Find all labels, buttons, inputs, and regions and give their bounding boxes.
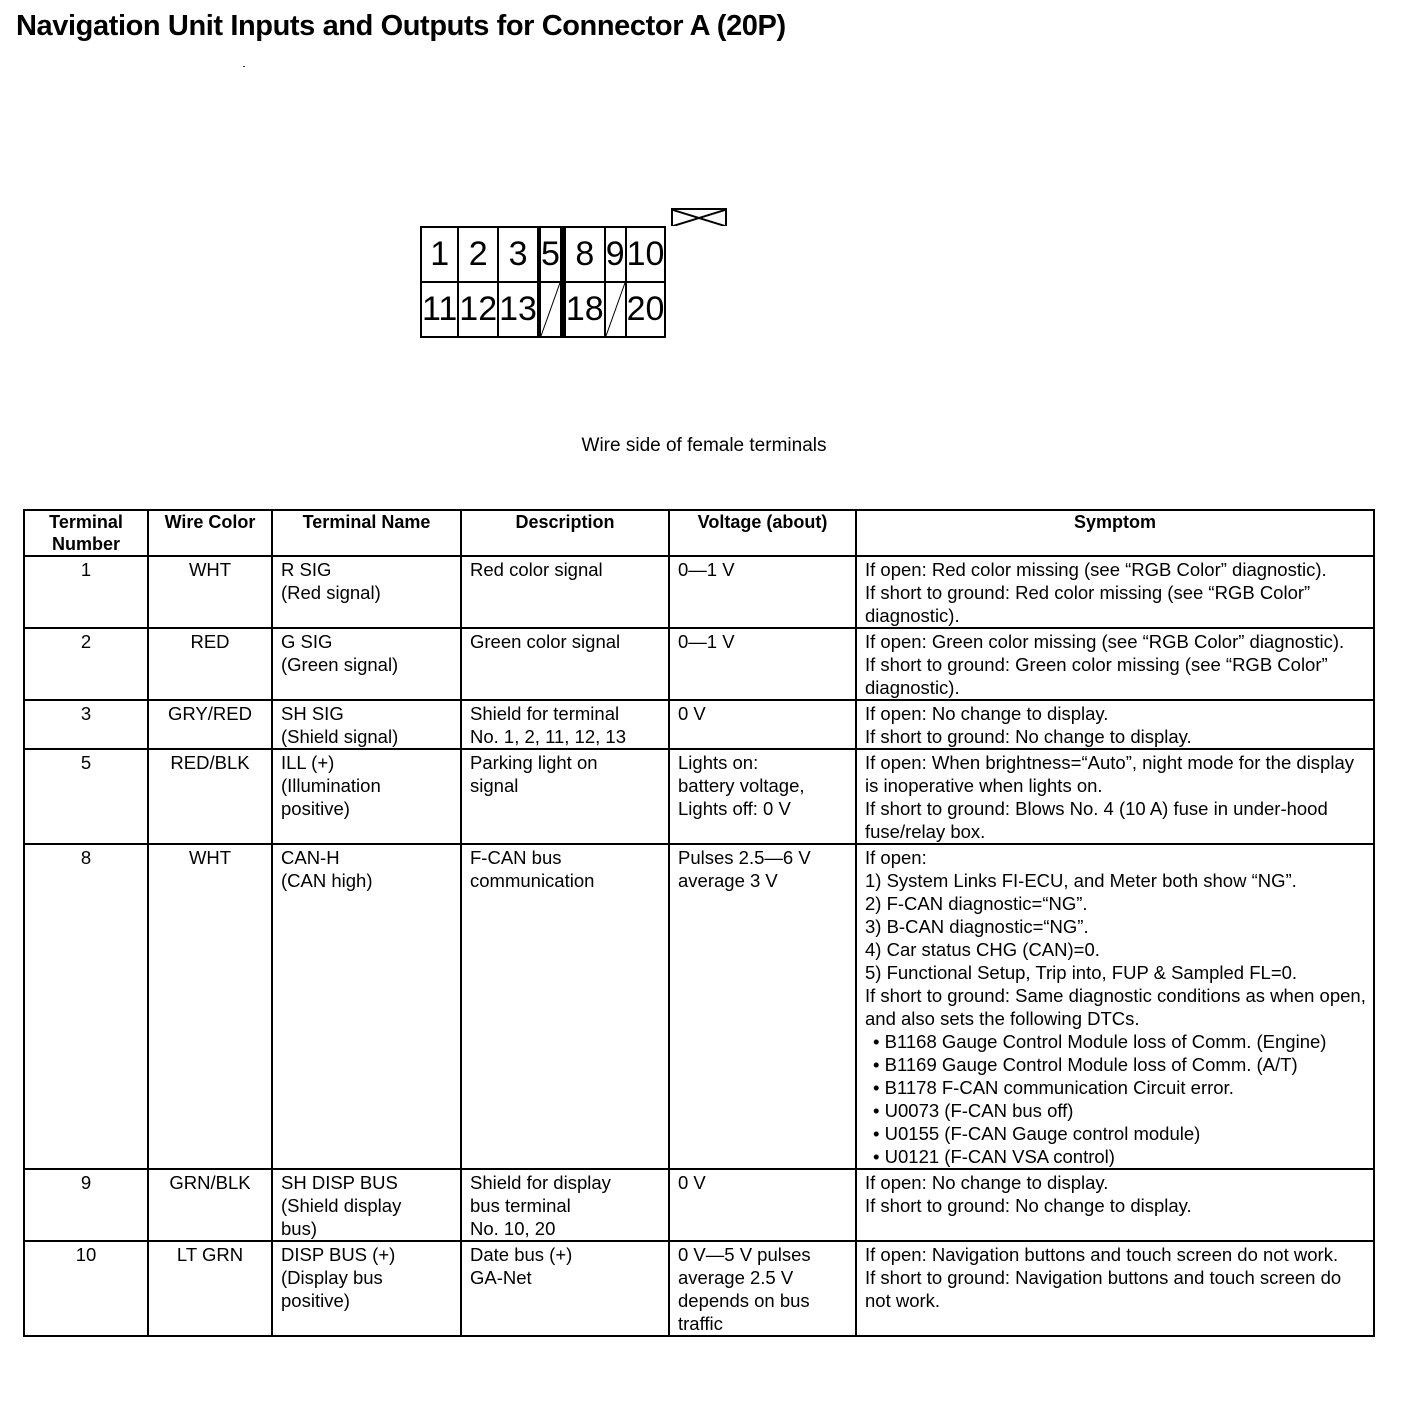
terminal-name-line: DISP BUS (+) [281, 1244, 396, 1265]
voltage-line: Lights on: [678, 752, 759, 773]
symptom-line: 1) System Links FI-ECU, and Meter both show “NG”. [865, 870, 1297, 891]
symptom-line: If open: No change to display. [865, 1172, 1109, 1193]
bullet-icon: • [873, 1077, 885, 1098]
wire-color-cell: RED/BLK [148, 749, 272, 844]
voltage-line: average 3 V [678, 870, 778, 891]
terminal-name-line: bus) [281, 1218, 317, 1239]
bullet-icon: • [873, 1100, 885, 1121]
description-cell [461, 844, 669, 1169]
header-wire-color: Wire Color [148, 510, 272, 556]
terminal-name-line: ILL (+) [281, 752, 335, 773]
description-line: GA-Net [470, 1267, 532, 1288]
terminal-name-line: positive) [281, 798, 350, 819]
description-cell [461, 1169, 669, 1241]
table-body [24, 556, 1374, 1336]
terminal-name-line: (Shield signal) [281, 726, 399, 747]
voltage-cell [669, 844, 856, 1169]
bullet-icon: • [873, 1146, 885, 1167]
bullet-icon: • [873, 1123, 885, 1144]
symptom-cell [856, 700, 1374, 749]
voltage-line: 0—1 V [678, 559, 735, 580]
wire-color-cell: WHT [148, 556, 272, 628]
terminal-name-line: (Display bus [281, 1267, 383, 1288]
terminal-name-cell [272, 844, 461, 1169]
wire-color-cell: GRY/RED [148, 700, 272, 749]
terminal-number-cell: 3 [24, 700, 148, 749]
table-row [24, 700, 1374, 749]
symptom-line: If open: Navigation buttons and touch screen do not work. [865, 1244, 1339, 1265]
dtc-bullet-item [865, 1053, 1369, 1076]
terminal-name-cell [272, 628, 461, 700]
pin-12: 12 [458, 282, 498, 337]
terminal-name-cell [272, 1241, 461, 1336]
table-row [24, 749, 1374, 844]
description-cell [461, 749, 669, 844]
symptom-line: If short to ground: No change to display. [865, 726, 1192, 747]
symptom-line: If short to ground: No change to display. [865, 1195, 1192, 1216]
terminal-number-cell: 5 [24, 749, 148, 844]
terminal-name-line: (CAN high) [281, 870, 373, 891]
voltage-cell [669, 700, 856, 749]
terminal-name-line: (Illumination [281, 775, 381, 796]
description-line: Shield for display [470, 1172, 611, 1193]
symptom-line: If short to ground: Navigation buttons and touch screen do not work. [865, 1267, 1342, 1311]
symptom-cell [856, 749, 1374, 844]
table-row [24, 1241, 1374, 1336]
pin-1: 1 [421, 227, 458, 282]
table-row [24, 844, 1374, 1169]
pin-row-top [421, 227, 665, 282]
terminal-name-line: (Red signal) [281, 582, 381, 603]
symptom-cell [856, 844, 1374, 1169]
description-line: Parking light on [470, 752, 598, 773]
symptom-cell [856, 1241, 1374, 1336]
connector-pin-grid [420, 226, 666, 338]
symptom-line: 5) Functional Setup, Trip into, FUP & Sampled FL=0. [865, 962, 1298, 983]
header-terminal-name: Terminal Name [272, 510, 461, 556]
description-line: Green color signal [470, 631, 621, 652]
voltage-line: battery voltage, [678, 775, 805, 796]
description-line: No. 10, 20 [470, 1218, 556, 1239]
terminal-name-line: G SIG [281, 631, 333, 652]
pin-11: 11 [421, 282, 458, 337]
pin-row-bottom [421, 282, 665, 337]
description-line: No. 1, 2, 11, 12, 13 [470, 726, 626, 747]
table-row [24, 1169, 1374, 1241]
symptom-line: If short to ground: Red color missing (see “RGB Color” diagnostic). [865, 582, 1311, 626]
wire-color-cell: LT GRN [148, 1241, 272, 1336]
symptom-cell [856, 556, 1374, 628]
voltage-cell [669, 628, 856, 700]
description-line: Date bus (+) [470, 1244, 573, 1265]
symptom-line: 2) F-CAN diagnostic=“NG”. [865, 893, 1088, 914]
dtc-text: U0155 (F-CAN Gauge control module) [884, 1123, 1201, 1144]
pin-18: 18 [565, 282, 605, 337]
description-line: bus terminal [470, 1195, 571, 1216]
terminal-number-cell: 1 [24, 556, 148, 628]
terminal-name-cell [272, 556, 461, 628]
dtc-bullet-item [865, 1099, 1369, 1122]
wire-color-cell: GRN/BLK [148, 1169, 272, 1241]
description-line: communication [470, 870, 595, 891]
empty-pin-cavity [540, 282, 561, 337]
dtc-text: U0073 (F-CAN bus off) [884, 1100, 1074, 1121]
voltage-line: 0—1 V [678, 631, 735, 652]
pin-10: 10 [626, 227, 666, 282]
header-voltage: Voltage (about) [669, 510, 856, 556]
symptom-line: If open: Green color missing (see “RGB Color” diagnostic). [865, 631, 1345, 652]
dtc-bullet-item [865, 1145, 1369, 1168]
bullet-icon: • [873, 1054, 885, 1075]
dtc-text: B1178 F-CAN communication Circuit error. [884, 1077, 1234, 1098]
wire-color-cell: WHT [148, 844, 272, 1169]
voltage-line: traffic [678, 1313, 723, 1334]
voltage-line: average 2.5 V [678, 1267, 794, 1288]
header-symptom: Symptom [856, 510, 1374, 556]
symptom-line: If open: When brightness=“Auto”, night mode for the display is inoperative when lights on. [865, 752, 1354, 796]
pin-9: 9 [605, 227, 626, 282]
dtc-bullet-item [865, 1122, 1369, 1145]
symptom-cell [856, 1169, 1374, 1241]
table-row [24, 556, 1374, 628]
page-title: Navigation Unit Inputs and Outputs for Connector A (20P) [16, 10, 786, 42]
table-header-row [24, 510, 1374, 556]
voltage-line: Pulses 2.5—6 V [678, 847, 811, 868]
terminal-name-cell [272, 700, 461, 749]
table-row [24, 628, 1374, 700]
dtc-text: B1168 Gauge Control Module loss of Comm. (Engine) [884, 1031, 1327, 1052]
connector-caption: Wire side of female terminals [581, 435, 827, 456]
dtc-bullet-item [865, 1030, 1369, 1053]
terminal-name-cell [272, 1169, 461, 1241]
description-cell [461, 556, 669, 628]
connector-latch [671, 208, 727, 226]
terminal-name-line: R SIG [281, 559, 332, 580]
pin-13: 13 [498, 282, 538, 337]
voltage-line: 0 V [678, 703, 706, 724]
description-cell [461, 1241, 669, 1336]
pin-3: 3 [498, 227, 538, 282]
terminal-number-cell: 10 [24, 1241, 148, 1336]
symptom-cell [856, 628, 1374, 700]
terminal-number-cell: 8 [24, 844, 148, 1169]
scan-mark [243, 66, 245, 67]
symptom-line: 3) B-CAN diagnostic=“NG”. [865, 916, 1089, 937]
description-line: signal [470, 775, 519, 796]
symptom-line: 4) Car status CHG (CAN)=0. [865, 939, 1100, 960]
dtc-bullet-item [865, 1076, 1369, 1099]
description-cell [461, 700, 669, 749]
symptom-line: If short to ground: Same diagnostic conditions as when open, and also sets the following DTCs. [865, 985, 1366, 1029]
terminal-name-line: CAN-H [281, 847, 340, 868]
terminal-name-cell [272, 749, 461, 844]
dtc-text: U0121 (F-CAN VSA control) [884, 1146, 1115, 1167]
pin-5: 5 [540, 227, 561, 282]
dtc-text: B1169 Gauge Control Module loss of Comm. (A/T) [884, 1054, 1298, 1075]
description-line: Red color signal [470, 559, 603, 580]
terminal-number-cell: 2 [24, 628, 148, 700]
symptom-line: If short to ground: Blows No. 4 (10 A) fuse in under-hood fuse/relay box. [865, 798, 1328, 842]
header-terminal-number: Terminal Number [24, 510, 148, 556]
terminal-name-line: (Shield display [281, 1195, 402, 1216]
bullet-icon: • [873, 1031, 885, 1052]
description-cell [461, 628, 669, 700]
voltage-cell [669, 1241, 856, 1336]
symptom-line: If open: [865, 847, 927, 868]
terminal-name-line: positive) [281, 1290, 350, 1311]
voltage-cell [669, 556, 856, 628]
pin-8: 8 [565, 227, 605, 282]
terminal-name-line: (Green signal) [281, 654, 399, 675]
symptom-line: If open: Red color missing (see “RGB Color” diagnostic). [865, 559, 1327, 580]
wire-color-cell: RED [148, 628, 272, 700]
voltage-cell [669, 749, 856, 844]
terminal-name-line: SH DISP BUS [281, 1172, 398, 1193]
symptom-line: If open: No change to display. [865, 703, 1109, 724]
terminal-number-cell: 9 [24, 1169, 148, 1241]
terminal-name-line: SH SIG [281, 703, 344, 724]
description-line: Shield for terminal [470, 703, 620, 724]
io-table [23, 509, 1375, 1337]
empty-pin-cavity [605, 282, 626, 337]
description-line: F-CAN bus [470, 847, 562, 868]
symptom-line: If short to ground: Green color missing (see “RGB Color” diagnostic). [865, 654, 1328, 698]
pin-2: 2 [458, 227, 498, 282]
voltage-cell [669, 1169, 856, 1241]
voltage-line: depends on bus [678, 1290, 810, 1311]
header-description: Description [461, 510, 669, 556]
pin-20: 20 [626, 282, 666, 337]
voltage-line: Lights off: 0 V [678, 798, 791, 819]
voltage-line: 0 V—5 V pulses [678, 1244, 811, 1265]
voltage-line: 0 V [678, 1172, 706, 1193]
